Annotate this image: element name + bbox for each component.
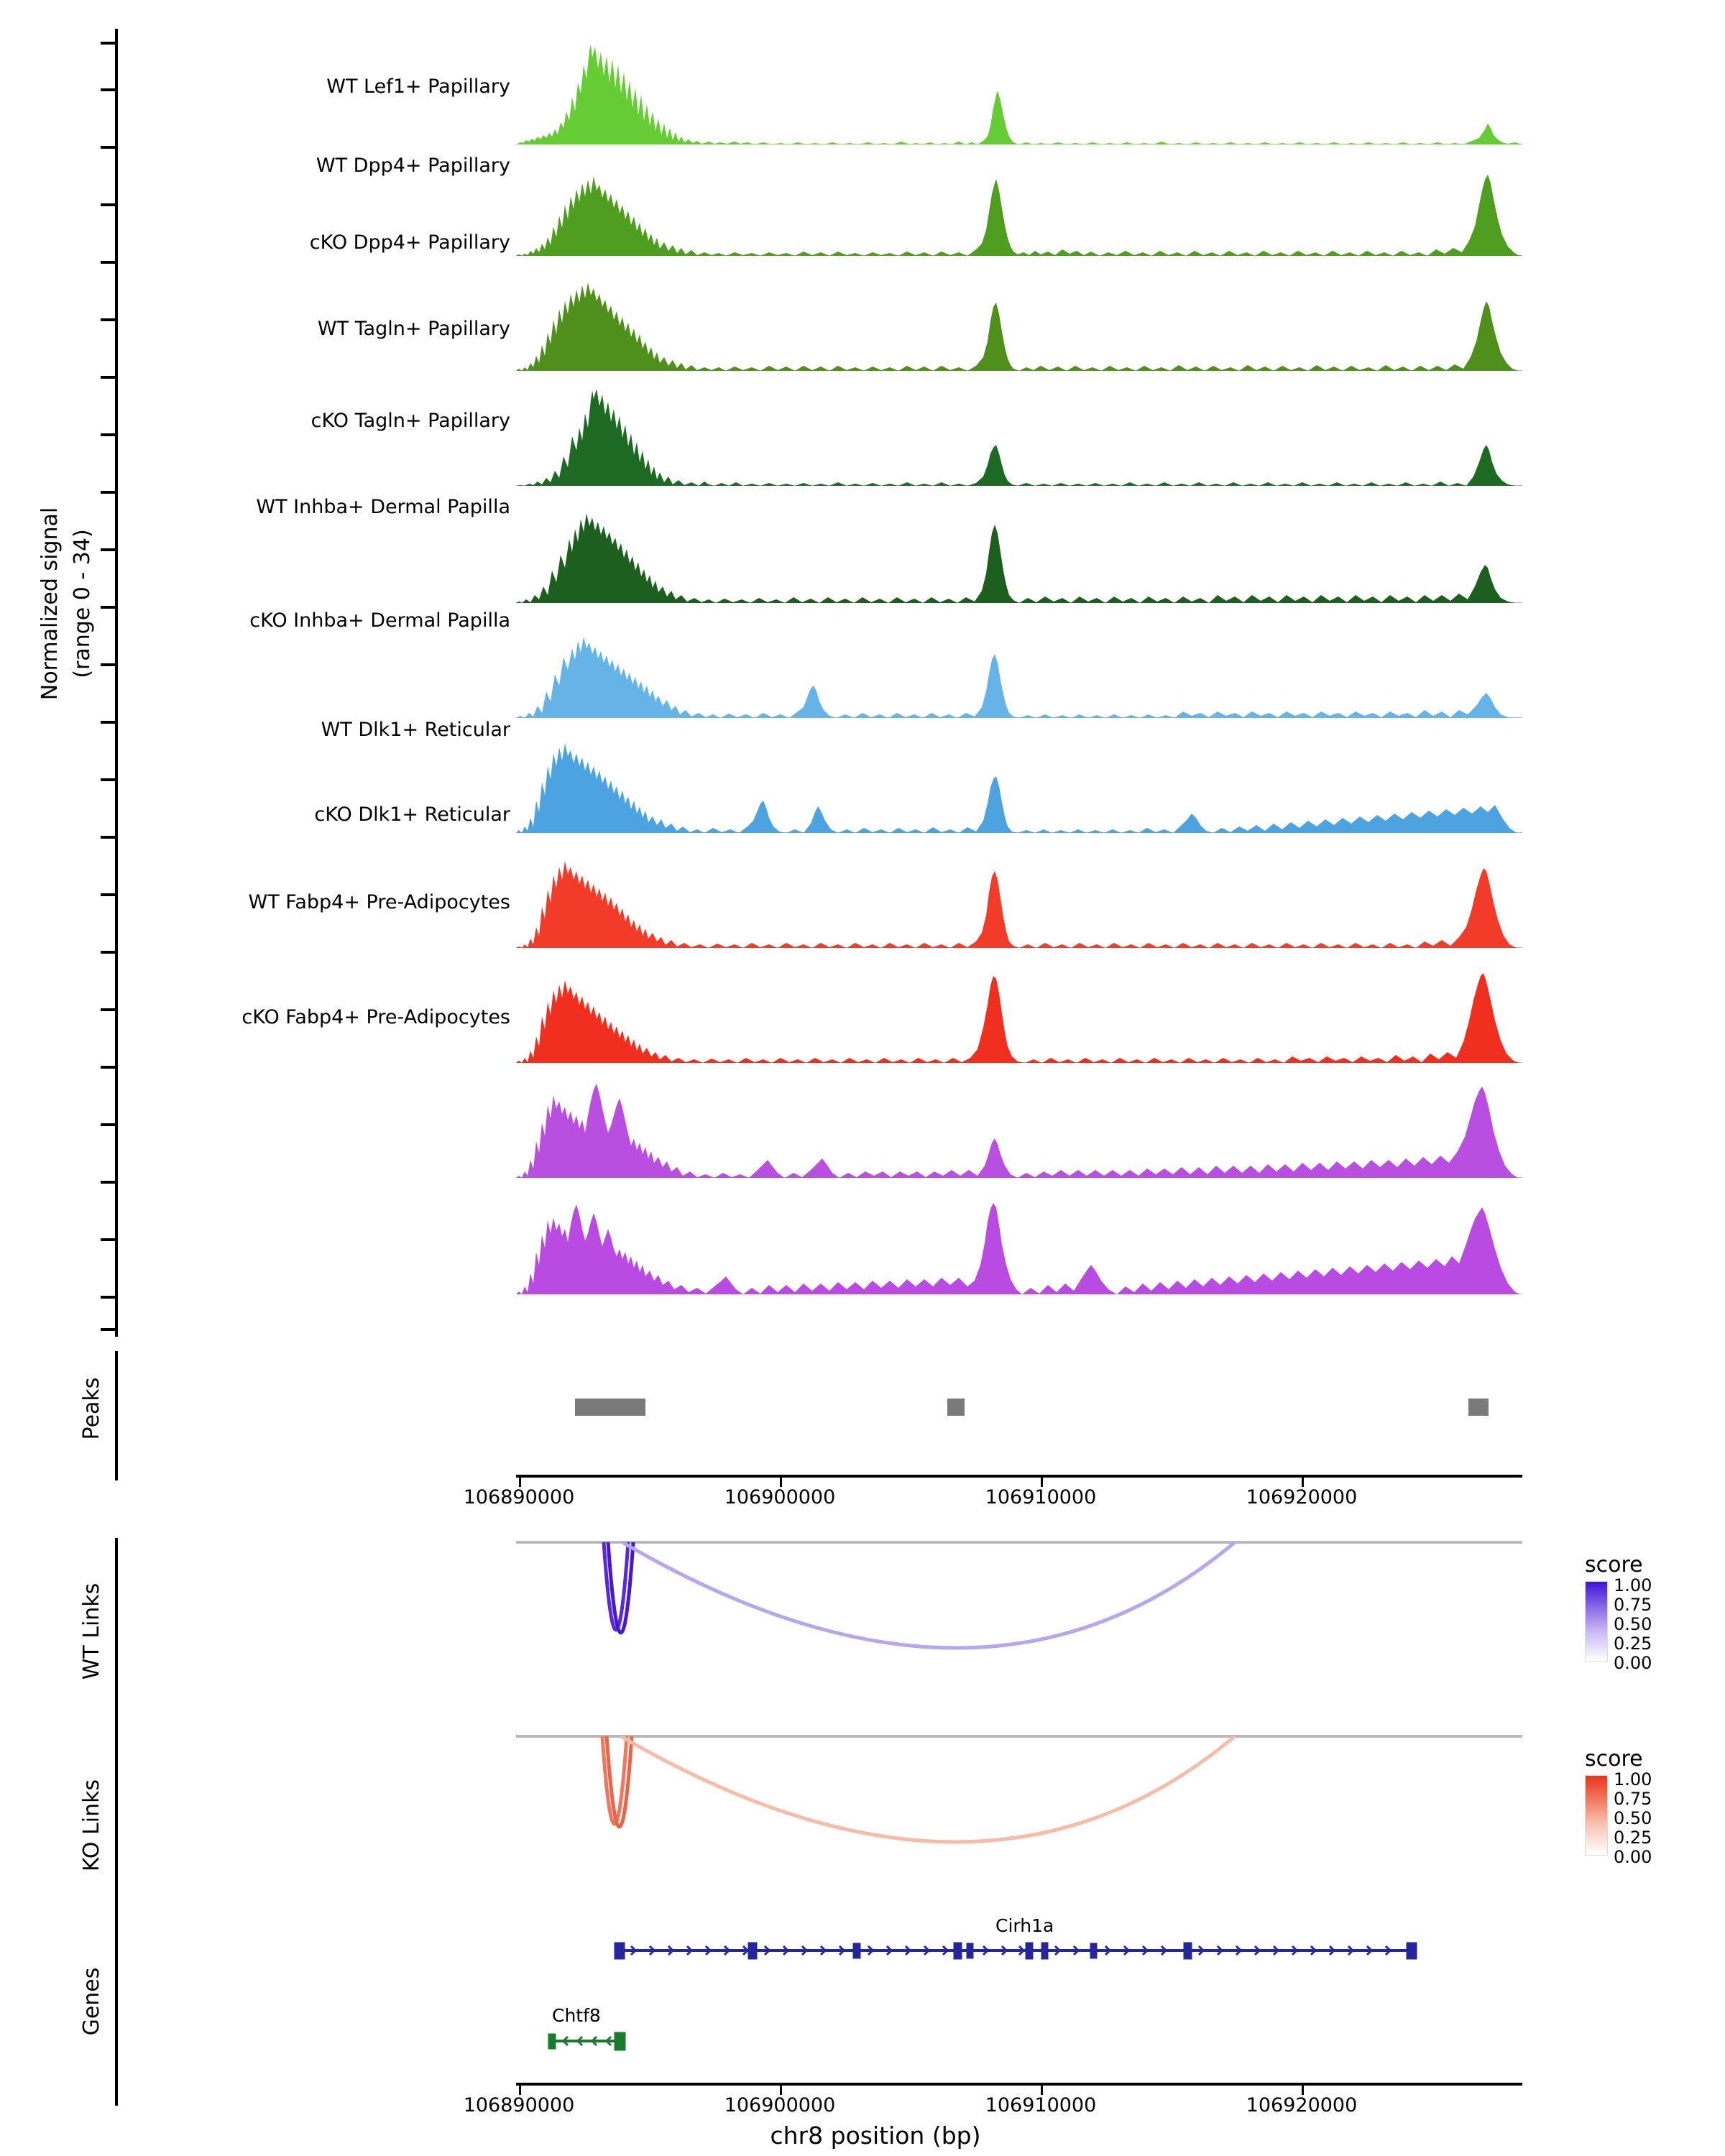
y-axis-title-line2: (range 0 - 34)	[70, 529, 95, 678]
ko-legend-tick: 0.50	[1614, 1808, 1652, 1828]
track-label-cko-tagln-papillary: cKO Tagln+ Papillary	[310, 410, 510, 432]
axis-tick-label: 106890000	[463, 1486, 575, 1508]
axis-tick-label: 106920000	[1246, 1486, 1358, 1508]
peak-region[interactable]	[575, 1399, 645, 1416]
wt-legend-tick: 0.00	[1614, 1653, 1652, 1673]
x-axis-title: chr8 position (bp)	[770, 2122, 981, 2150]
signal-track-wt-dlk1-reticular	[516, 847, 1522, 948]
peaks-axis-line	[115, 1351, 118, 1480]
signal-track-wt-lef1-papillary	[516, 43, 1522, 144]
signal-track-cko-dlk1-reticular	[516, 962, 1522, 1063]
axis-tick-label: 106910000	[985, 1486, 1097, 1508]
ko-legend-colorbar	[1585, 1775, 1608, 1856]
track-label-cko-dlk1-reticular: cKO Dlk1+ Reticular	[314, 803, 510, 826]
gene-model-chtf8[interactable]	[516, 2027, 804, 2055]
signal-track-cko-tagln-papillary	[516, 502, 1522, 603]
y-axis-title-line1: Normalized signal	[37, 507, 63, 701]
ko-links-plot	[516, 1732, 1522, 1933]
wt-links-plot	[516, 1538, 1522, 1739]
gene-label-chtf8[interactable]: Chtf8	[552, 2005, 601, 2026]
genes-track-label: Genes	[79, 1967, 104, 2036]
signal-track-wt-inhba-dermal-papilla	[516, 617, 1522, 718]
track-label-wt-dpp4-papillary: WT Dpp4+ Papillary	[316, 155, 510, 177]
track-label-cko-fabp4-pre-adipocytes: cKO Fabp4+ Pre-Adipocytes	[242, 1006, 510, 1028]
wt-legend-colorbar	[1585, 1581, 1608, 1662]
gene-model-cirh1a[interactable]	[516, 1936, 1522, 1965]
gene-label-cirh1a[interactable]: Cirh1a	[995, 1915, 1054, 1936]
track-label-wt-fabp4-pre-adipocytes: WT Fabp4+ Pre-Adipocytes	[248, 891, 510, 913]
track-label-cko-dpp4-papillary: cKO Dpp4+ Papillary	[309, 231, 510, 254]
track-label-wt-dlk1-reticular: WT Dlk1+ Reticular	[321, 719, 510, 741]
ko-legend-title: score	[1585, 1746, 1643, 1772]
axis-tick-label: 106900000	[724, 1486, 836, 1508]
ko-links-track-label: KO Links	[79, 1779, 104, 1872]
signal-axis-ticks	[101, 29, 118, 1344]
peak-region[interactable]	[1468, 1399, 1489, 1416]
track-label-wt-inhba-dermal-papilla: WT Inhba+ Dermal Papilla	[256, 496, 510, 518]
ko-links-axis-line	[115, 1732, 118, 1933]
track-label-wt-tagln-papillary: WT Tagln+ Papillary	[317, 318, 510, 340]
peaks-track-label: Peaks	[79, 1377, 104, 1440]
axis-tick-label: 106900000	[724, 2094, 836, 2116]
axis-tick-label: 106920000	[1246, 2094, 1358, 2116]
upper-x-axis-line	[516, 1475, 1522, 1478]
wt-legend-tick: 0.75	[1614, 1595, 1652, 1615]
signal-track-wt-dpp4-papillary	[516, 155, 1522, 256]
signal-track-wt-tagln-papillary	[516, 384, 1522, 486]
axis-tick-label: 106910000	[985, 2094, 1097, 2116]
genes-axis-line	[115, 1912, 118, 2106]
signal-track-cko-inhba-dermal-papilla	[516, 732, 1522, 833]
ko-legend-tick: 0.75	[1614, 1789, 1652, 1809]
ko-legend-tick: 0.25	[1614, 1828, 1652, 1848]
peak-region[interactable]	[947, 1399, 965, 1416]
wt-legend-tick: 1.00	[1614, 1575, 1652, 1595]
wt-legend-title: score	[1585, 1552, 1643, 1577]
wt-legend-tick: 0.50	[1614, 1614, 1652, 1634]
signal-track-wt-fabp4-pre-adipocytes	[516, 1077, 1522, 1178]
axis-tick-label: 106890000	[463, 2094, 575, 2116]
track-label-cko-inhba-dermal-papilla: cKO Inhba+ Dermal Papilla	[249, 609, 510, 632]
signal-track-cko-dpp4-papillary	[516, 270, 1522, 371]
track-label-wt-lef1-papillary: WT Lef1+ Papillary	[326, 75, 510, 98]
signal-track-cko-fabp4-pre-adipocytes	[516, 1193, 1522, 1294]
wt-links-axis-line	[115, 1538, 118, 1739]
lower-x-axis-line	[516, 2083, 1522, 2086]
wt-links-track-label: WT Links	[79, 1583, 104, 1680]
ko-legend-tick: 0.00	[1614, 1847, 1652, 1867]
ko-legend-tick: 1.00	[1614, 1769, 1652, 1789]
wt-legend-tick: 0.25	[1614, 1634, 1652, 1654]
